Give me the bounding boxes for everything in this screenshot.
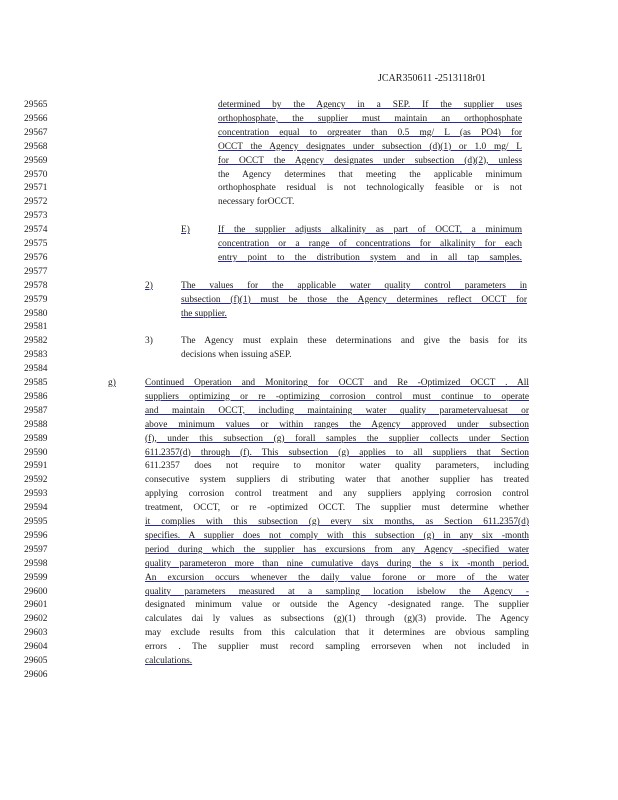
text-row xyxy=(0,627,618,640)
text-line: OCCT the Agency designates under subsection (d)(1) or 1.0 mg/ L xyxy=(218,141,522,152)
text-row xyxy=(0,641,618,654)
line-number: 29569 xyxy=(24,155,48,166)
text-line: quality parameteron more than nine cumulative days during the s ix -month period. xyxy=(145,558,529,569)
line-number: 29579 xyxy=(24,294,48,305)
text-row xyxy=(0,405,618,418)
text-row xyxy=(0,544,618,557)
line-number: 29597 xyxy=(24,544,48,555)
line-number: 29601 xyxy=(24,600,48,611)
line-number: 29590 xyxy=(24,447,48,458)
line-number: 29565 xyxy=(24,100,48,110)
subsection-label-2: 2) xyxy=(145,280,153,291)
line-number: 29603 xyxy=(24,628,48,639)
text-line: calculations. xyxy=(145,656,193,666)
line-number: 29595 xyxy=(24,517,48,527)
line-number: 29566 xyxy=(24,113,48,124)
line-number: 29606 xyxy=(24,669,48,680)
line-number: 29568 xyxy=(24,141,48,152)
text-row xyxy=(0,558,618,571)
line-number: 29599 xyxy=(24,572,48,583)
text-line: quality parameters measured at a sampling location isbelow the Agency - xyxy=(145,586,529,597)
text-line: for OCCT the Agency designates under subsection (d)(2), unless xyxy=(218,155,522,166)
text-line: it complies with this subsection (g) every six months, as Section 611.2357(d) xyxy=(145,517,529,527)
line-number: 29586 xyxy=(24,391,48,402)
text-line: period during which the supplier has excursions from any Agency -specified water xyxy=(145,544,529,555)
text-row xyxy=(0,391,618,404)
line-number: 29605 xyxy=(24,656,48,666)
text-row xyxy=(0,113,618,126)
text-line: concentration or a range of concentrations for alkalinity for each xyxy=(218,239,522,249)
text-row xyxy=(0,99,618,112)
text-row xyxy=(0,280,618,293)
text-row xyxy=(0,335,618,348)
text-line: designated minimum value or outside the Agency -designated range. The supplier xyxy=(145,600,529,611)
text-line: specifies. A supplier does not comply with this subsection (g) in any six -month xyxy=(145,530,529,541)
text-row xyxy=(0,349,618,362)
text-line: The values for the applicable water quality control parameters in xyxy=(181,280,527,291)
text-line: orthophosphate, the supplier must maintain an orthophosphate xyxy=(218,113,522,124)
text-line: may exclude results from this calculation that it determines are obvious sampling xyxy=(145,628,529,639)
line-number: 29591 xyxy=(24,461,48,472)
text-row xyxy=(0,127,618,140)
text-row xyxy=(0,488,618,501)
text-line: the supplier. xyxy=(181,308,227,319)
text-row xyxy=(0,572,618,585)
text-row xyxy=(0,586,618,599)
line-number: 29593 xyxy=(24,489,48,500)
text-line: (f), under this subsection (g) forall samples the supplier collects under Section xyxy=(145,433,529,444)
line-number: 29589 xyxy=(24,433,48,444)
text-row xyxy=(0,599,618,612)
line-number: 29576 xyxy=(24,252,48,263)
text-row xyxy=(0,377,618,390)
text-line: errors . The supplier must record sampling errorseven when not included in xyxy=(145,642,529,653)
text-line: suppliers optimizing or re -optimizing corrosion control must continue to operate xyxy=(145,391,529,402)
subsection-label-3: 3) xyxy=(145,336,153,347)
text-row xyxy=(0,252,618,265)
line-number: 29572 xyxy=(24,197,48,208)
line-number: 29585 xyxy=(24,378,48,388)
text-row xyxy=(0,655,618,668)
subsection-label-e: E) xyxy=(181,225,190,236)
line-number: 29584 xyxy=(24,364,48,375)
text-line: calculates dai ly values as subsections (g)(1) through (g)(3) provide. The Agency xyxy=(145,614,529,625)
line-number: 29582 xyxy=(24,336,48,347)
text-row xyxy=(0,530,618,543)
text-row xyxy=(0,224,618,237)
text-row xyxy=(0,447,618,460)
line-number: 29574 xyxy=(24,225,48,236)
line-number: 29588 xyxy=(24,419,48,430)
text-row xyxy=(0,238,618,251)
text-line: orthophosphate residual is not technologically feasible or is not xyxy=(218,183,522,194)
text-row xyxy=(0,182,618,195)
line-number: 29581 xyxy=(24,322,48,333)
line-number: 29594 xyxy=(24,503,48,514)
text-line: above minimum values or within ranges the Agency approved under subsection xyxy=(145,419,529,430)
line-number: 29575 xyxy=(24,239,48,249)
text-line: applying corrosion control treatment and any suppliers applying corrosion control xyxy=(145,489,529,500)
text-row xyxy=(0,613,618,626)
text-line: consecutive system suppliers di stributing water that another supplier has treated xyxy=(145,475,529,486)
text-line: determined by the Agency in a SEP. If the supplier uses xyxy=(218,100,522,110)
text-line: Continued Operation and Monitoring for OCCT and Re -Optimized OCCT . All xyxy=(145,378,529,388)
text-line: The Agency must explain these determinations and give the basis for its xyxy=(181,336,527,347)
text-line: necessary forOCCT. xyxy=(218,197,295,208)
document-id-header: JCAR350611 -2513118r01 xyxy=(378,73,486,84)
text-line: concentration equal to orgreater than 0.5 mg/ L (as PO4) for xyxy=(218,127,522,138)
text-line: 611.2357(d) through (f). This subsection (g) applies to all suppliers that Section xyxy=(145,447,529,458)
text-line: treatment, OCCT, or re -optimized OCCT. The supplier must determine whether xyxy=(145,503,529,514)
text-row xyxy=(0,294,618,307)
line-number: 29587 xyxy=(24,405,48,416)
text-line: 611.2357 does not require to monitor water quality parameters, including xyxy=(145,461,529,472)
line-number: 29598 xyxy=(24,558,48,569)
line-number: 29578 xyxy=(24,280,48,291)
text-row xyxy=(0,502,618,515)
text-row xyxy=(0,516,618,529)
text-row xyxy=(0,433,618,446)
line-number: 29567 xyxy=(24,127,48,138)
line-number: 29596 xyxy=(24,530,48,541)
text-line: the Agency determines that meeting the applicable minimum xyxy=(218,169,522,180)
line-number: 29600 xyxy=(24,586,48,597)
text-line: and maintain OCCT, including maintaining water quality parametervaluesat or xyxy=(145,405,529,416)
text-row xyxy=(0,308,618,321)
line-number: 29592 xyxy=(24,475,48,486)
text-row xyxy=(0,460,618,473)
text-row xyxy=(0,155,618,168)
text-line: If the supplier adjusts alkalinity as part of OCCT, a minimum xyxy=(218,225,522,236)
line-number: 29570 xyxy=(24,169,48,180)
line-number: 29577 xyxy=(24,266,48,277)
line-number: 29580 xyxy=(24,308,48,319)
line-number: 29583 xyxy=(24,350,48,361)
text-line: subsection (f)(1) must be those the Agency determines reflect OCCT for xyxy=(181,294,527,305)
line-number: 29604 xyxy=(24,642,48,653)
text-line: entry point to the distribution system and in all tap samples. xyxy=(218,252,522,263)
text-row xyxy=(0,169,618,182)
text-row xyxy=(0,141,618,154)
text-line: decisions when issuing aSEP. xyxy=(181,350,292,361)
subsection-label-g: g) xyxy=(108,378,116,388)
line-number: 29573 xyxy=(24,211,48,222)
text-line: An excursion occurs whenever the daily value forone or more of the water xyxy=(145,572,529,583)
text-row xyxy=(0,419,618,432)
line-number: 29571 xyxy=(24,183,48,194)
text-row xyxy=(0,196,618,209)
line-number: 29602 xyxy=(24,614,48,625)
text-row xyxy=(0,474,618,487)
